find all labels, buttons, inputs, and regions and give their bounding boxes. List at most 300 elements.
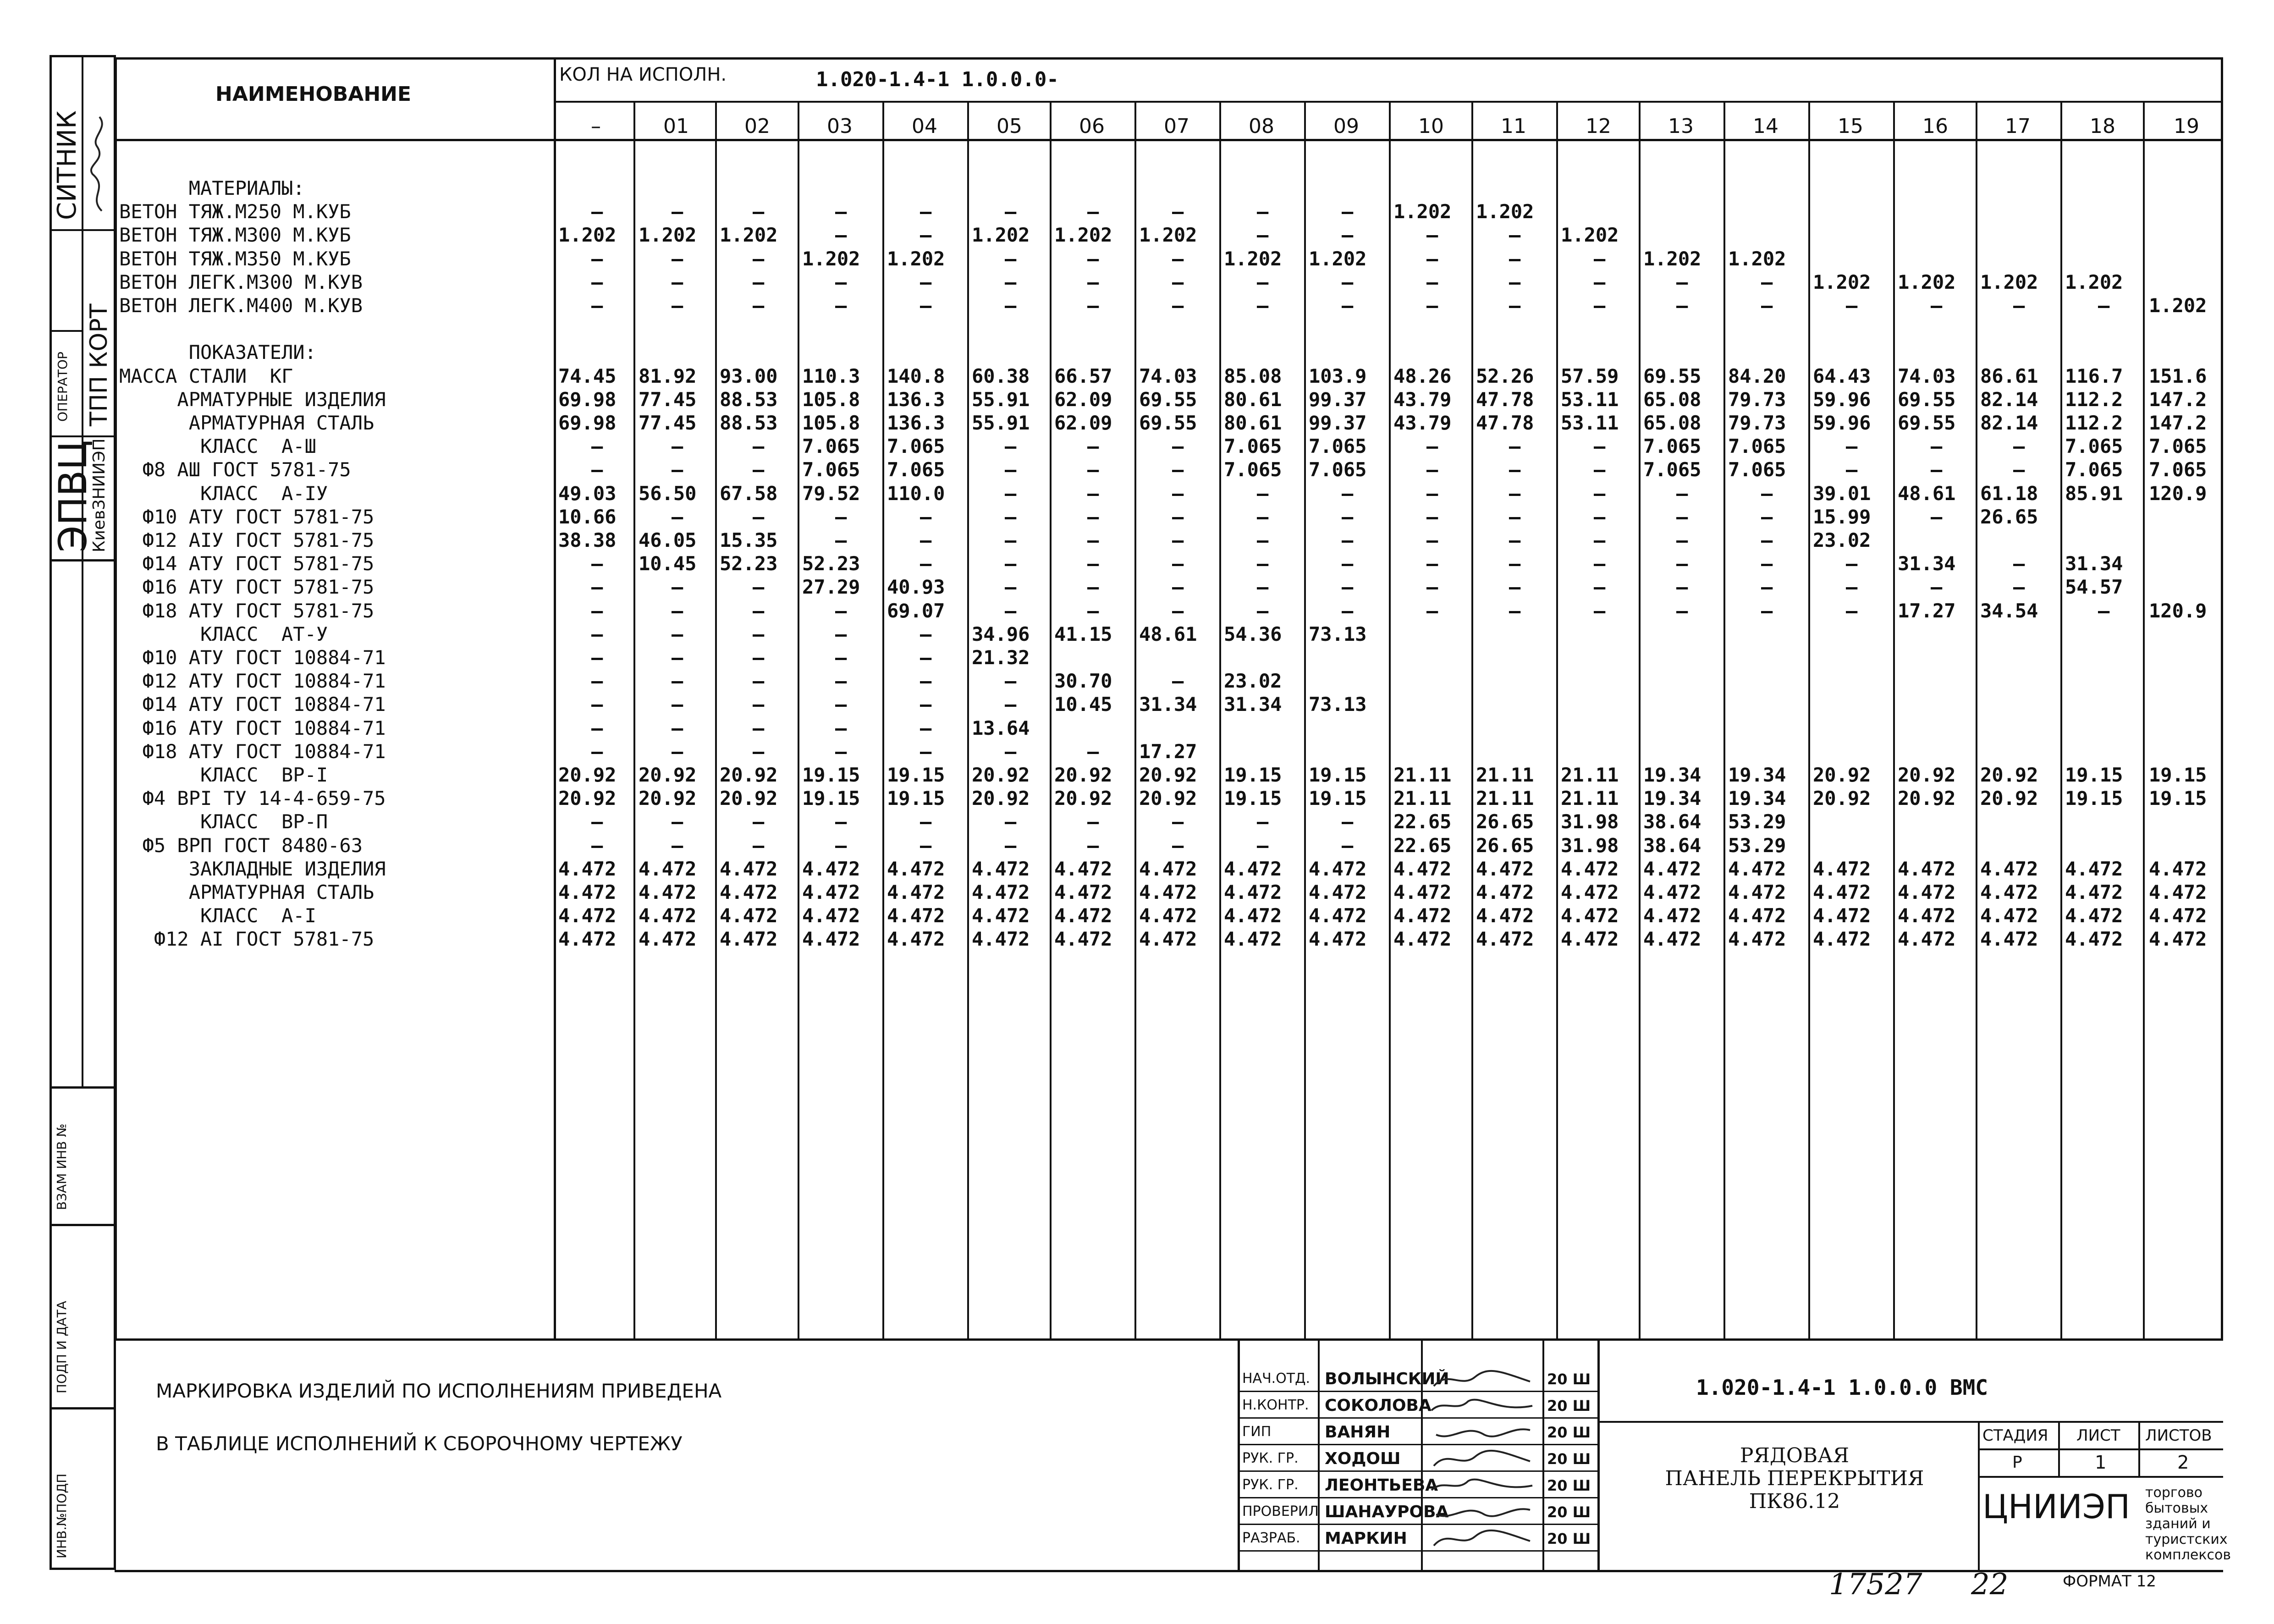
table-cell: 69.55	[1643, 364, 1701, 387]
table-cell: 79.52	[802, 482, 860, 505]
table-cell: –	[2013, 552, 2025, 575]
table-cell: 81.92	[639, 364, 697, 387]
row-label: ВЕТОН ЛЕГК.М400 М.КУВ	[119, 294, 363, 317]
table-cell: –	[753, 834, 765, 857]
table-cell: 69.07	[887, 599, 945, 622]
table-cell: 120.9	[2149, 599, 2207, 622]
table-cell: –	[1172, 247, 1184, 270]
row-label: Ф16 АТУ ГОСТ 5781-75	[119, 576, 374, 599]
table-cell: –	[1426, 435, 1438, 458]
table-cell: 52.23	[720, 552, 778, 575]
table-cell: 4.472	[1561, 857, 1619, 880]
stamp-role: НАЧ.ОТД.	[1242, 1371, 1310, 1387]
table-cell: –	[1172, 435, 1184, 458]
table-cell: 147.2	[2149, 412, 2207, 434]
table-cell: –	[591, 247, 603, 270]
table-cell: 1.202	[1728, 247, 1786, 270]
table-cell: –	[1005, 247, 1017, 270]
table-cell: –	[1257, 482, 1269, 505]
table-cell: 4.472	[1898, 928, 1956, 951]
row-label: Ф12 АТУ ГОСТ 10884-71	[119, 670, 386, 693]
table-cell: 4.472	[1728, 881, 1786, 903]
table-cell: –	[920, 693, 932, 716]
table-cell: 4.472	[1476, 928, 1534, 951]
table-cell: –	[1426, 294, 1438, 317]
table-cell: –	[1005, 200, 1017, 223]
table-cell: 4.472	[1643, 928, 1701, 951]
table-cell: 31.98	[1561, 810, 1619, 833]
table-cell: 110.3	[802, 364, 860, 387]
table-cell: –	[1594, 247, 1606, 270]
table-cell: 4.472	[1643, 881, 1701, 903]
table-cell: –	[2098, 599, 2110, 622]
column-header-12: 12	[1586, 115, 1611, 138]
table-cell: 69.55	[1898, 388, 1956, 411]
table-cell: 88.53	[720, 412, 778, 434]
table-cell: –	[591, 200, 603, 223]
column-header-14: 14	[1753, 115, 1778, 138]
table-cell: –	[835, 224, 847, 247]
table-cell: 1.202	[802, 247, 860, 270]
table-cell: 4.472	[972, 857, 1030, 880]
table-cell: –	[591, 716, 603, 739]
table-cell: 57.59	[1561, 364, 1619, 387]
table-cell: –	[1005, 435, 1017, 458]
stamp-date: 20 Ш	[1547, 1477, 1591, 1494]
table-cell: –	[753, 810, 765, 833]
table-cell: 31.34	[1224, 693, 1282, 716]
table-cell: –	[1087, 599, 1099, 622]
table-cell: 4.472	[1813, 928, 1871, 951]
table-cell: 1.202	[1643, 247, 1701, 270]
table-cell: 110.0	[887, 482, 945, 505]
table-cell: –	[920, 552, 932, 575]
table-cell: 7.065	[1224, 435, 1282, 458]
table-cell: –	[1594, 270, 1606, 293]
table-cell: 61.18	[1980, 482, 2038, 505]
table-cell: 34.54	[1980, 599, 2038, 622]
column-header-3: 03	[827, 115, 853, 138]
side-tpp-kort: ТПП КОРТ	[85, 303, 113, 426]
table-cell: –	[835, 270, 847, 293]
table-cell: 7.065	[887, 435, 945, 458]
table-cell: 46.05	[639, 529, 697, 551]
table-cell: –	[1257, 505, 1269, 528]
table-cell: –	[672, 200, 683, 223]
table-cell: 4.472	[1898, 857, 1956, 880]
table-cell: 54.57	[2065, 576, 2123, 599]
stamp-role: РУК. ГР.	[1242, 1477, 1299, 1493]
table-cell: 4.472	[802, 928, 860, 951]
table-cell: –	[1931, 505, 1943, 528]
table-cell: –	[1087, 482, 1099, 505]
table-cell: 62.09	[1054, 412, 1112, 434]
table-cell: 4.472	[1728, 928, 1786, 951]
table-cell: 85.08	[1224, 364, 1282, 387]
table-cell: 85.91	[2065, 482, 2123, 505]
table-cell: –	[1087, 576, 1099, 599]
table-cell: –	[1846, 576, 1858, 599]
table-cell: 69.98	[558, 388, 617, 411]
side-kievzniiep: КиевЗНИИЭП	[90, 438, 109, 552]
table-cell: –	[1005, 693, 1017, 716]
table-cell: 1.202	[972, 224, 1030, 247]
stamp-date: 20 Ш	[1547, 1424, 1591, 1441]
table-cell: –	[835, 529, 847, 551]
org-sub-2: бытовых	[2145, 1500, 2208, 1516]
table-cell: 151.6	[2149, 364, 2207, 387]
table-cell: 10.45	[639, 552, 697, 575]
table-cell: 4.472	[558, 881, 617, 903]
footer-format: ФОРМАТ 12	[2063, 1572, 2156, 1591]
table-cell: –	[1342, 834, 1354, 857]
table-cell: –	[1257, 552, 1269, 575]
table-cell: –	[920, 270, 932, 293]
table-cell: 1.202	[558, 224, 617, 247]
table-cell: –	[753, 247, 765, 270]
table-cell: –	[1509, 599, 1521, 622]
table-cell: 38.38	[558, 529, 617, 551]
table-cell: 60.38	[972, 364, 1030, 387]
table-cell: 1.202	[639, 224, 697, 247]
table-cell: 17.27	[1139, 740, 1197, 763]
side-vzam-inv: ВЗАМ ИНВ №	[54, 1123, 69, 1210]
table-cell: 4.472	[2149, 928, 2207, 951]
table-cell: 1.202	[1139, 224, 1197, 247]
stamp-title-2: ПАНЕЛЬ ПЕРЕКРЫТИЯ	[1665, 1467, 1924, 1490]
org-sub-3: зданий и	[2145, 1516, 2211, 1532]
table-cell: 4.472	[1139, 881, 1197, 903]
table-cell: 4.472	[802, 857, 860, 880]
row-label: КЛАСС ВР-I	[119, 764, 328, 786]
row-label: КЛАСС А-Ш	[119, 435, 316, 458]
table-cell: 120.9	[2149, 482, 2207, 505]
table-cell: 59.96	[1813, 412, 1871, 434]
stamp-sheet-label: ЛИСТ	[2076, 1426, 2120, 1445]
column-header-0: –	[591, 115, 601, 138]
table-cell: 7.065	[1643, 458, 1701, 481]
stamp-name: ХОДОШ	[1325, 1449, 1401, 1468]
table-cell: 1.202	[720, 224, 778, 247]
table-cell: –	[1676, 576, 1688, 599]
table-cell: 47.78	[1476, 412, 1534, 434]
stamp-sheets-value: 2	[2177, 1452, 2189, 1473]
table-cell: 4.472	[1476, 857, 1534, 880]
table-cell: 49.03	[558, 482, 617, 505]
table-cell: –	[1005, 529, 1017, 551]
table-cell: –	[1846, 599, 1858, 622]
table-cell: –	[1594, 552, 1606, 575]
table-cell: –	[1509, 224, 1521, 247]
table-cell: –	[1594, 294, 1606, 317]
table-cell: –	[753, 458, 765, 481]
table-cell: –	[1676, 482, 1688, 505]
table-cell: 20.92	[1054, 764, 1112, 786]
table-cell: –	[591, 552, 603, 575]
table-cell: –	[1342, 576, 1354, 599]
row-label: АРМАТУРНАЯ СТАЛЬ	[119, 412, 374, 434]
table-cell: 1.202	[1476, 200, 1534, 223]
stamp-title-1: РЯДОВАЯ	[1740, 1444, 1850, 1467]
table-cell: –	[920, 646, 932, 669]
table-cell: 4.472	[1393, 904, 1452, 927]
table-cell: 4.472	[1393, 928, 1452, 951]
table-cell: 4.472	[720, 857, 778, 880]
table-cell: –	[1257, 224, 1269, 247]
table-cell: 53.11	[1561, 412, 1619, 434]
table-cell: 79.73	[1728, 412, 1786, 434]
table-cell: –	[1087, 458, 1099, 481]
signature	[1425, 1394, 1539, 1417]
table-cell: –	[1172, 294, 1184, 317]
table-cell: –	[591, 670, 603, 693]
row-label: Ф10 АТУ ГОСТ 5781-75	[119, 505, 374, 528]
stamp-stage-value: Р	[2012, 1453, 2022, 1472]
table-cell: –	[591, 646, 603, 669]
table-cell: 20.92	[1898, 787, 1956, 810]
table-cell: 1.202	[1813, 270, 1871, 293]
table-cell: –	[753, 740, 765, 763]
table-cell: 69.98	[558, 412, 617, 434]
table-cell: –	[1257, 529, 1269, 551]
table-cell: 38.64	[1643, 810, 1701, 833]
stamp-name: МАРКИН	[1325, 1529, 1407, 1548]
table-cell: –	[1676, 294, 1688, 317]
table-cell: 4.472	[1643, 904, 1701, 927]
table-cell: 80.61	[1224, 388, 1282, 411]
table-cell: –	[1342, 529, 1354, 551]
table-cell: –	[672, 505, 683, 528]
table-cell: 66.57	[1054, 364, 1112, 387]
table-cell: –	[1172, 270, 1184, 293]
table-cell: –	[1087, 740, 1099, 763]
table-cell: 103.9	[1309, 364, 1367, 387]
table-cell: –	[1426, 529, 1438, 551]
stamp-doc-code: 1.020-1.4-1 1.0.0.0 ВМС	[1696, 1375, 1988, 1400]
row-label: Ф4 ВРI ТУ 14-4-659-75	[119, 787, 386, 810]
row-label: КЛАСС АТ-У	[119, 622, 328, 645]
table-cell: –	[1005, 740, 1017, 763]
table-cell: –	[1087, 834, 1099, 857]
table-cell: 7.065	[2149, 435, 2207, 458]
column-header-5: 05	[997, 115, 1022, 138]
table-cell: 4.472	[1054, 857, 1112, 880]
table-cell: 10.66	[558, 505, 617, 528]
table-cell: 86.61	[1980, 364, 2038, 387]
table-cell: 19.15	[1224, 787, 1282, 810]
table-cell: 105.8	[802, 388, 860, 411]
note-line-2: В ТАБЛИЦЕ ИСПОЛНЕНИЙ К СБОРОЧНОМУ ЧЕРТЕЖУ	[156, 1432, 683, 1455]
table-cell: 22.65	[1393, 834, 1452, 857]
row-label: Ф14 АТУ ГОСТ 10884-71	[119, 693, 386, 716]
table-cell: 20.92	[1980, 764, 2038, 786]
table-cell: –	[672, 834, 683, 857]
row-label: Ф8 АШ ГОСТ 5781-75	[119, 458, 351, 481]
row-label: КЛАСС А-IУ	[119, 482, 328, 505]
table-cell: –	[920, 716, 932, 739]
table-cell: –	[753, 599, 765, 622]
row-label: ПОКАЗАТЕЛИ:	[119, 341, 316, 364]
stamp-name: ШАНАУРОВА	[1325, 1503, 1449, 1521]
table-cell: –	[1509, 552, 1521, 575]
stamp-name: СОКОЛОВА	[1325, 1396, 1432, 1415]
table-cell: –	[920, 224, 932, 247]
side-sitnik: СИТНИК	[52, 110, 82, 220]
table-cell: 48.61	[1139, 622, 1197, 645]
header-doc-code: 1.020-1.4-1 1.0.0.0-	[816, 68, 1059, 91]
table-cell: –	[835, 505, 847, 528]
table-cell: –	[1087, 270, 1099, 293]
table-cell: 31.98	[1561, 834, 1619, 857]
signature	[1425, 1421, 1539, 1444]
table-cell: –	[1426, 576, 1438, 599]
table-cell: 38.64	[1643, 834, 1701, 857]
column-header-17: 17	[2005, 115, 2031, 138]
stamp-role: ПРОВЕРИЛ	[1242, 1503, 1319, 1519]
table-cell: 20.92	[1139, 787, 1197, 810]
table-cell: 7.065	[802, 458, 860, 481]
table-cell: 19.15	[2065, 787, 2123, 810]
column-header-18: 18	[2090, 115, 2115, 138]
table-cell: –	[1594, 505, 1606, 528]
table-cell: –	[591, 435, 603, 458]
table-cell: 47.78	[1476, 388, 1534, 411]
table-cell: 4.472	[1980, 904, 2038, 927]
stamp-name: ЛЕОНТЬЕВА	[1325, 1476, 1438, 1495]
stamp-date: 20 Ш	[1547, 1450, 1591, 1468]
table-cell: 48.26	[1393, 364, 1452, 387]
row-label: ВЕТОН ТЯЖ.М250 М.КУБ	[119, 200, 351, 223]
table-cell: 55.91	[972, 412, 1030, 434]
table-cell: –	[591, 622, 603, 645]
table-cell: 1.202	[1561, 224, 1619, 247]
table-cell: 31.34	[1898, 552, 1956, 575]
table-cell: –	[1676, 270, 1688, 293]
table-cell: 74.45	[558, 364, 617, 387]
table-cell: 1.202	[2065, 270, 2123, 293]
table-cell: 4.472	[887, 881, 945, 903]
table-cell: –	[1172, 482, 1184, 505]
table-cell: –	[1257, 599, 1269, 622]
table-cell: 82.14	[1980, 388, 2038, 411]
table-cell: –	[1594, 529, 1606, 551]
table-cell: 99.37	[1309, 412, 1367, 434]
stamp-sheets-label: ЛИСТОВ	[2145, 1426, 2212, 1445]
table-cell: 19.34	[1728, 787, 1786, 810]
table-cell: –	[753, 646, 765, 669]
table-cell: –	[753, 716, 765, 739]
table-cell: 27.29	[802, 576, 860, 599]
stamp-date: 20 Ш	[1547, 1503, 1591, 1521]
signature	[1425, 1368, 1539, 1391]
table-cell: 4.472	[639, 881, 697, 903]
table-cell: 4.472	[1054, 904, 1112, 927]
table-cell: –	[1676, 599, 1688, 622]
table-cell: 7.065	[2065, 435, 2123, 458]
table-cell: –	[1676, 529, 1688, 551]
table-cell: 4.472	[1054, 928, 1112, 951]
table-cell: –	[835, 646, 847, 669]
table-cell: 4.472	[802, 881, 860, 903]
table-cell: –	[672, 435, 683, 458]
stamp-role: Н.КОНТР.	[1242, 1397, 1309, 1413]
row-label: Ф18 АТУ ГОСТ 10884-71	[119, 740, 386, 763]
table-cell: –	[753, 693, 765, 716]
table-cell: 19.34	[1643, 764, 1701, 786]
table-cell: –	[1426, 552, 1438, 575]
stamp-role: ГИП	[1242, 1424, 1272, 1440]
row-label: ВЕТОН ТЯЖ.М300 М.КУБ	[119, 224, 351, 247]
table-cell: –	[1509, 529, 1521, 551]
table-cell: 56.50	[639, 482, 697, 505]
table-cell: 21.11	[1476, 787, 1534, 810]
table-cell: –	[1846, 294, 1858, 317]
table-cell: 7.065	[2149, 458, 2207, 481]
table-cell: –	[1005, 576, 1017, 599]
table-cell: 7.065	[1728, 435, 1786, 458]
table-cell: 4.472	[2149, 881, 2207, 903]
table-cell: 53.29	[1728, 834, 1786, 857]
table-cell: 19.15	[2149, 787, 2207, 810]
table-cell: 41.15	[1054, 622, 1112, 645]
table-cell: 4.472	[802, 904, 860, 927]
table-cell: 4.472	[1898, 881, 1956, 903]
table-cell: –	[1087, 529, 1099, 551]
table-cell: 4.472	[887, 904, 945, 927]
table-cell: –	[1172, 599, 1184, 622]
table-cell: –	[1257, 810, 1269, 833]
table-cell: 19.15	[2149, 764, 2207, 786]
table-cell: 19.15	[1309, 787, 1367, 810]
table-cell: –	[1005, 270, 1017, 293]
table-cell: –	[1087, 200, 1099, 223]
side-inv-podp: ИНВ.№ПОДП	[54, 1473, 69, 1558]
table-cell: –	[1426, 270, 1438, 293]
table-cell: –	[753, 670, 765, 693]
table-cell: 43.79	[1393, 412, 1452, 434]
org-sub-5: комплексов	[2145, 1547, 2231, 1563]
table-cell: 77.45	[639, 388, 697, 411]
table-cell: 4.472	[1980, 881, 2038, 903]
table-cell: 4.472	[558, 857, 617, 880]
table-cell: –	[672, 294, 683, 317]
footer-number: 17527	[1829, 1568, 1922, 1602]
table-cell: 4.472	[2065, 904, 2123, 927]
table-cell: –	[672, 576, 683, 599]
table-cell: 64.43	[1813, 364, 1871, 387]
table-cell: –	[1761, 294, 1773, 317]
table-cell: 4.472	[558, 904, 617, 927]
table-cell: –	[672, 670, 683, 693]
table-cell: 20.92	[1813, 764, 1871, 786]
table-cell: 4.472	[1224, 928, 1282, 951]
table-cell: 7.065	[887, 458, 945, 481]
table-cell: –	[2013, 576, 2025, 599]
table-cell: –	[1931, 576, 1943, 599]
table-cell: –	[1087, 435, 1099, 458]
table-cell: –	[1594, 576, 1606, 599]
table-cell: 20.92	[972, 787, 1030, 810]
table-cell: 20.92	[972, 764, 1030, 786]
table-cell: 88.53	[720, 388, 778, 411]
row-label: Ф18 АТУ ГОСТ 5781-75	[119, 599, 374, 622]
table-cell: –	[1342, 505, 1354, 528]
table-cell: –	[1257, 200, 1269, 223]
table-cell: –	[672, 716, 683, 739]
table-cell: –	[920, 200, 932, 223]
table-cell: 20.92	[1813, 787, 1871, 810]
table-cell: –	[1426, 458, 1438, 481]
